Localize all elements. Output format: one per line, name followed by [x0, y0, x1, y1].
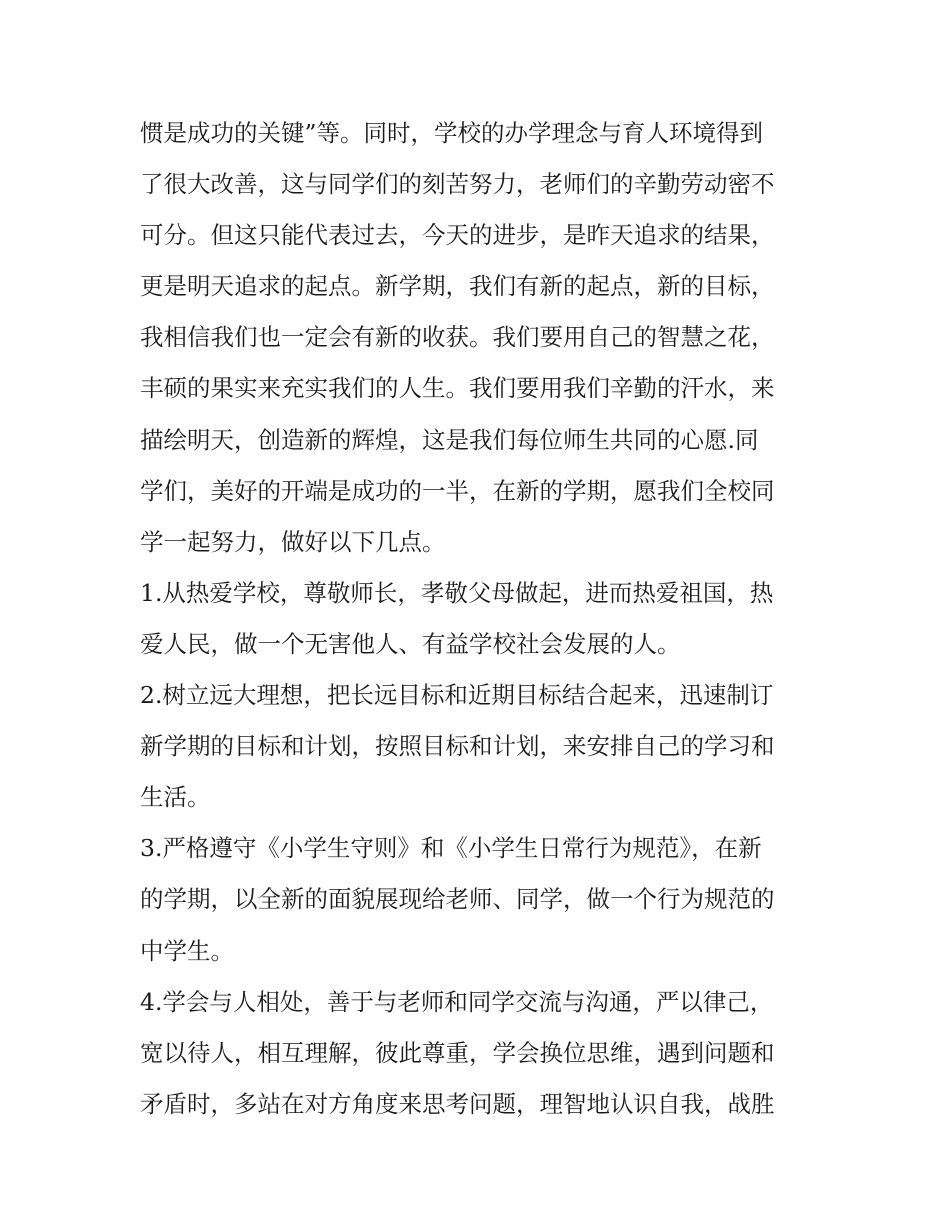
text-line-6: 丰硕的果实来充实我们的人生。我们要用我们辛勤的汗水，来: [140, 374, 775, 403]
list-item-1-line-1: 1.从热爱学校，尊敬师长，孝敬父母做起，进而热爱祖国，热: [140, 578, 774, 607]
list-item-2-line-2: 新学期的目标和计划，按照目标和计划，来安排自己的学习和: [140, 732, 775, 761]
text-line-9: 学一起努力，做好以下几点。: [140, 527, 446, 556]
list-item-3-line-2: 的学期，以全新的面貌展现给老师、同学，做一个行为规范的: [140, 885, 775, 914]
document-text: [140, 108, 820, 1130]
list-item-4-line-2: 宽以待人，相互理解，彼此尊重，学会换位思维，遇到问题和: [140, 1038, 775, 1067]
list-item-3-line-3: 中学生。: [140, 936, 234, 965]
list-item-3-line-1: 3.严格遵守《小学生守则》和《小学生日常行为规范》，在新: [140, 834, 762, 863]
text-line-1: 惯是成功的关键”等。同时，学校的办学理念与育人环境得到: [140, 119, 764, 147]
text-line-7: 描绘明天，创造新的辉煌，这是我们每位师生共同的心愿.同: [140, 425, 759, 454]
text-line-4: 更是明天追求的起点。新学期，我们有新的起点，新的目标，: [140, 272, 775, 301]
list-item-4-line-3: 矛盾时，多站在对方角度来思考问题，理智地认识自我，战胜: [140, 1089, 775, 1118]
text-line-3: 可分。但这只能代表过去，今天的进步，是昨天追求的结果，: [140, 221, 775, 250]
text-line-8: 学们，美好的开端是成功的一半，在新的学期，愿我们全校同: [140, 476, 775, 505]
list-item-2-line-3: 生活。: [140, 783, 211, 812]
text-line-2: 了很大改善，这与同学们的刻苦努力，老师们的辛勤劳动密不: [140, 170, 775, 199]
list-item-1-line-2: 爱人民，做一个无害他人、有益学校社会发展的人。: [140, 629, 681, 658]
text-line-5: 我相信我们也一定会有新的收获。我们要用自己的智慧之花，: [140, 323, 775, 352]
list-item-2-line-1: 2.树立远大理想，把长远目标和近期目标结合起来，迅速制订: [140, 681, 774, 710]
list-item-4-line-1: 4.学会与人相处，善于与老师和同学交流与沟通，严以律己，: [140, 987, 774, 1016]
